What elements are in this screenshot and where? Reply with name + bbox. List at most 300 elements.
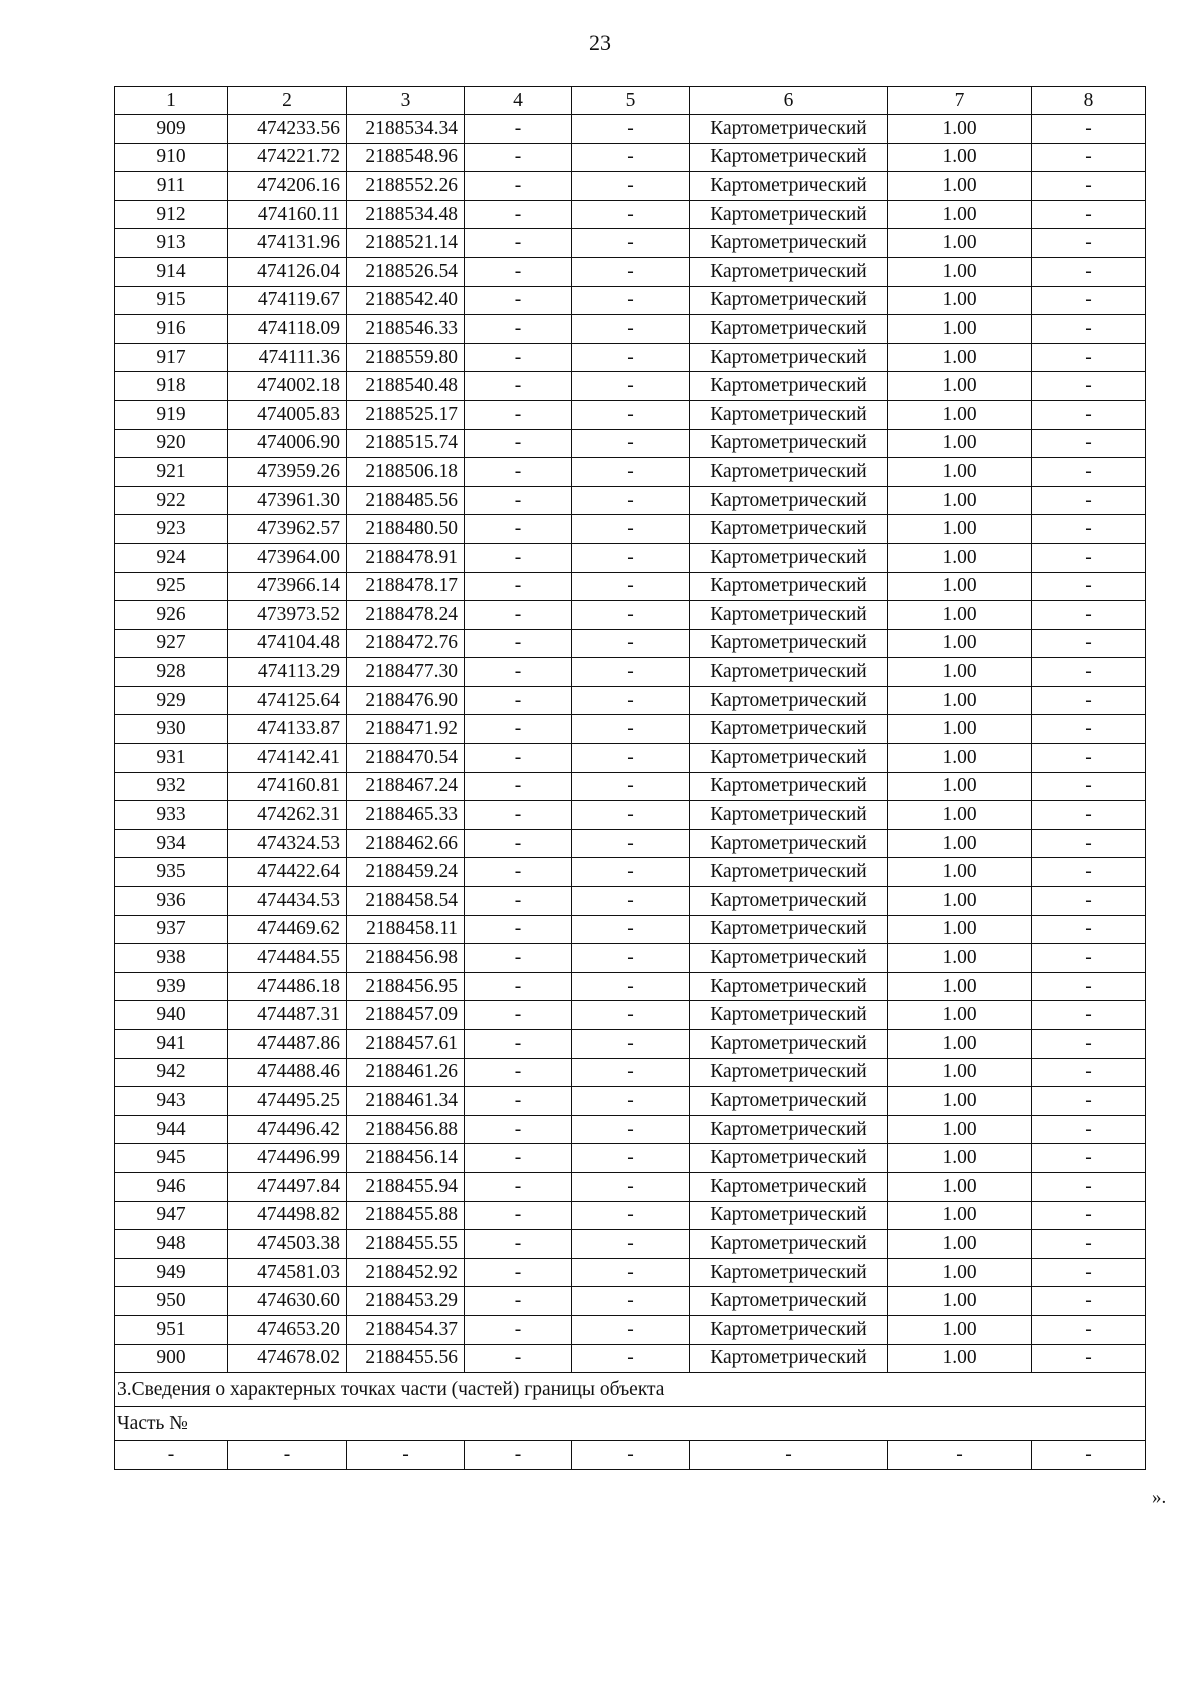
table-cell-col-2: 474496.42 <box>228 1115 347 1144</box>
table-cell-col-1: 948 <box>115 1230 228 1259</box>
table-cell-col-1: 946 <box>115 1172 228 1201</box>
table-cell-col-8: - <box>1032 257 1146 286</box>
table-cell-col-8: - <box>1032 629 1146 658</box>
table-cell-col-7: 1.00 <box>888 458 1032 487</box>
table-cell-col-3: 2188456.14 <box>347 1144 465 1173</box>
table-cell-col-5: - <box>572 429 690 458</box>
table-cell-col-4: - <box>465 1287 572 1316</box>
table-cell-col-8: - <box>1032 343 1146 372</box>
table-cell-col-8: - <box>1032 229 1146 258</box>
table-cell-col-4: - <box>465 1001 572 1030</box>
table-row <box>115 1058 1146 1087</box>
table-cell-col-5: - <box>572 1201 690 1230</box>
table-cell-col-2: 474002.18 <box>228 372 347 401</box>
table-cell-col-8: - <box>1032 1087 1146 1116</box>
table-cell-col-7: 1.00 <box>888 543 1032 572</box>
table-cell-col-2: 474484.55 <box>228 944 347 973</box>
table-cell-col-7: 1.00 <box>888 858 1032 887</box>
table-cell-col-7: 1.00 <box>888 772 1032 801</box>
table-cell-col-1: - <box>115 1441 228 1470</box>
table-row <box>115 1115 1146 1144</box>
table-cell-col-6: Картометрический <box>690 715 888 744</box>
table-cell-col-8: - <box>1032 829 1146 858</box>
table-cell-col-3: 2188478.24 <box>347 601 465 630</box>
table-row <box>115 972 1146 1001</box>
table-cell-col-1: 938 <box>115 944 228 973</box>
table-cell-col-2: 473964.00 <box>228 543 347 572</box>
table-cell-col-1: 913 <box>115 229 228 258</box>
table-cell-col-1: 915 <box>115 286 228 315</box>
table-cell-col-3: 3 <box>347 87 465 115</box>
table-cell-col-4: - <box>465 801 572 830</box>
table-row <box>115 400 1146 429</box>
part-label: Часть № <box>115 1407 1146 1441</box>
table-cell-col-2: 474487.31 <box>228 1001 347 1030</box>
table-cell-col-1: 910 <box>115 143 228 172</box>
table-cell-col-1: 941 <box>115 1030 228 1059</box>
table-cell-col-5: - <box>572 172 690 201</box>
table-cell-col-6: Картометрический <box>690 601 888 630</box>
table-cell-col-6: Картометрический <box>690 172 888 201</box>
table-cell-col-7: 1.00 <box>888 1230 1032 1259</box>
table-cell-col-1: 942 <box>115 1058 228 1087</box>
table-cell-col-5: - <box>572 829 690 858</box>
table-cell-col-6: Картометрический <box>690 429 888 458</box>
table-cell-col-7: 1.00 <box>888 400 1032 429</box>
table-cell-col-6: Картометрический <box>690 543 888 572</box>
table-cell-col-7: 1.00 <box>888 115 1032 144</box>
table-cell-col-3: 2188478.91 <box>347 543 465 572</box>
table-cell-col-6: Картометрический <box>690 143 888 172</box>
table-cell-col-6: Картометрический <box>690 315 888 344</box>
table-cell-col-1: 950 <box>115 1287 228 1316</box>
table-cell-col-8: - <box>1032 715 1146 744</box>
table-cell-col-8: - <box>1032 372 1146 401</box>
table-cell-col-5: - <box>572 1172 690 1201</box>
table-cell-col-6: 6 <box>690 87 888 115</box>
table-cell-col-4: - <box>465 915 572 944</box>
table-cell-col-4: - <box>465 429 572 458</box>
table-cell-col-5: - <box>572 1315 690 1344</box>
table-cell-col-6: Картометрический <box>690 1087 888 1116</box>
table-cell-col-3: 2188452.92 <box>347 1258 465 1287</box>
table-cell-col-4: - <box>465 343 572 372</box>
table-cell-col-6: Картометрический <box>690 1172 888 1201</box>
table-cell-col-7: 1.00 <box>888 1344 1032 1373</box>
table-cell-col-2: 474495.25 <box>228 1087 347 1116</box>
table-cell-col-1: 1 <box>115 87 228 115</box>
table-cell-col-5: - <box>572 343 690 372</box>
table-cell-col-7: 1.00 <box>888 1087 1032 1116</box>
table-cell-col-4: - <box>465 601 572 630</box>
table-cell-col-4: - <box>465 686 572 715</box>
table-cell-col-5: - <box>572 458 690 487</box>
table-cell-col-4: - <box>465 972 572 1001</box>
table-cell-col-5: - <box>572 658 690 687</box>
table-cell-col-4: - <box>465 858 572 887</box>
table-cell-col-7: 1.00 <box>888 629 1032 658</box>
table-cell-col-2: 474133.87 <box>228 715 347 744</box>
table-cell-col-5: - <box>572 1001 690 1030</box>
table-cell-col-7: 1.00 <box>888 915 1032 944</box>
table-cell-col-2: 474497.84 <box>228 1172 347 1201</box>
table-cell-col-1: 921 <box>115 458 228 487</box>
table-cell-col-4: - <box>465 1258 572 1287</box>
table-cell-col-7: - <box>888 1441 1032 1470</box>
table-cell-col-3: 2188472.76 <box>347 629 465 658</box>
table-cell-col-1: 937 <box>115 915 228 944</box>
table-row <box>115 1287 1146 1316</box>
table-row <box>115 1144 1146 1173</box>
table-cell-col-6: Картометрический <box>690 343 888 372</box>
table-cell-col-2: 474206.16 <box>228 172 347 201</box>
part-label-row <box>115 1407 1146 1441</box>
table-cell-col-7: 1.00 <box>888 200 1032 229</box>
table-cell-col-3: - <box>347 1441 465 1470</box>
table-cell-col-6: Картометрический <box>690 744 888 773</box>
table-cell-col-7: 1.00 <box>888 601 1032 630</box>
table-cell-col-2: 474005.83 <box>228 400 347 429</box>
table-cell-col-2: 474111.36 <box>228 343 347 372</box>
table-cell-col-7: 1.00 <box>888 1172 1032 1201</box>
table-cell-col-1: 944 <box>115 1115 228 1144</box>
table-row <box>115 1030 1146 1059</box>
table-cell-col-1: 922 <box>115 486 228 515</box>
table-row <box>115 372 1146 401</box>
table-cell-col-2: 2 <box>228 87 347 115</box>
table-cell-col-6: Картометрический <box>690 1201 888 1230</box>
table-cell-col-3: 2188455.55 <box>347 1230 465 1259</box>
table-cell-col-1: 929 <box>115 686 228 715</box>
table-cell-col-2: 473973.52 <box>228 601 347 630</box>
table-cell-col-8: - <box>1032 286 1146 315</box>
table-cell-col-5: - <box>572 858 690 887</box>
table-cell-col-2: 474487.86 <box>228 1030 347 1059</box>
table-cell-col-1: 945 <box>115 1144 228 1173</box>
table-cell-col-7: 1.00 <box>888 429 1032 458</box>
table-cell-col-2: 474104.48 <box>228 629 347 658</box>
table-cell-col-1: 920 <box>115 429 228 458</box>
table-cell-col-3: 2188506.18 <box>347 458 465 487</box>
table-cell-col-4: - <box>465 1315 572 1344</box>
table-cell-col-8: - <box>1032 915 1146 944</box>
table-cell-col-1: 934 <box>115 829 228 858</box>
table-cell-col-6: Картометрический <box>690 658 888 687</box>
table-cell-col-4: - <box>465 1441 572 1470</box>
table-cell-col-7: 1.00 <box>888 744 1032 773</box>
table-cell-col-4: - <box>465 1058 572 1087</box>
table-cell-col-8: - <box>1032 1001 1146 1030</box>
table-cell-col-3: 2188455.88 <box>347 1201 465 1230</box>
table-row <box>115 286 1146 315</box>
table-cell-col-4: - <box>465 515 572 544</box>
table-cell-col-3: 2188476.90 <box>347 686 465 715</box>
table-cell-col-4: - <box>465 257 572 286</box>
table-cell-col-7: 1.00 <box>888 572 1032 601</box>
table-cell-col-8: - <box>1032 686 1146 715</box>
table-cell-col-1: 931 <box>115 744 228 773</box>
table-cell-col-3: 2188457.09 <box>347 1001 465 1030</box>
table-cell-col-2: 474113.29 <box>228 658 347 687</box>
table-cell-col-2: 474469.62 <box>228 915 347 944</box>
table-cell-col-8: - <box>1032 543 1146 572</box>
table-cell-col-5: - <box>572 744 690 773</box>
table-cell-col-2: 474233.56 <box>228 115 347 144</box>
table-row <box>115 858 1146 887</box>
table-cell-col-8: - <box>1032 1315 1146 1344</box>
table-row <box>115 944 1146 973</box>
table-cell-col-6: Картометрический <box>690 1058 888 1087</box>
table-cell-col-2: 474488.46 <box>228 1058 347 1087</box>
table-cell-col-2: 473966.14 <box>228 572 347 601</box>
table-cell-col-5: - <box>572 572 690 601</box>
table-cell-col-6: Картометрический <box>690 515 888 544</box>
table-cell-col-7: 1.00 <box>888 1030 1032 1059</box>
table-cell-col-6: Картометрический <box>690 372 888 401</box>
table-cell-col-4: - <box>465 1087 572 1116</box>
table-cell-col-4: - <box>465 1115 572 1144</box>
table-row <box>115 772 1146 801</box>
table-row <box>115 515 1146 544</box>
table-cell-col-8: - <box>1032 400 1146 429</box>
table-cell-col-5: - <box>572 1115 690 1144</box>
table-cell-col-6: Картометрический <box>690 686 888 715</box>
table-cell-col-2: 474221.72 <box>228 143 347 172</box>
table-cell-col-6: Картометрический <box>690 1287 888 1316</box>
table-cell-col-4: - <box>465 658 572 687</box>
table-cell-col-5: - <box>572 143 690 172</box>
table-cell-col-8: - <box>1032 429 1146 458</box>
table-cell-col-8: - <box>1032 1441 1146 1470</box>
table-cell-col-4: - <box>465 1030 572 1059</box>
table-cell-col-7: 1.00 <box>888 257 1032 286</box>
table-cell-col-6: Картометрический <box>690 400 888 429</box>
table-cell-col-3: 2188453.29 <box>347 1287 465 1316</box>
table-cell-col-4: - <box>465 486 572 515</box>
table-row <box>115 801 1146 830</box>
table-cell-col-4: - <box>465 772 572 801</box>
table-cell-col-7: 1.00 <box>888 715 1032 744</box>
table-row <box>115 1344 1146 1373</box>
table-cell-col-7: 1.00 <box>888 1058 1032 1087</box>
table-cell-col-1: 909 <box>115 115 228 144</box>
table-cell-col-5: - <box>572 972 690 1001</box>
table-cell-col-2: 474160.81 <box>228 772 347 801</box>
table-cell-col-5: - <box>572 801 690 830</box>
table-cell-col-3: 2188485.56 <box>347 486 465 515</box>
table-cell-col-4: - <box>465 115 572 144</box>
table-cell-col-7: 1.00 <box>888 972 1032 1001</box>
table-cell-col-1: 917 <box>115 343 228 372</box>
table-cell-col-3: 2188465.33 <box>347 801 465 830</box>
table-cell-col-1: 924 <box>115 543 228 572</box>
table-row <box>115 887 1146 916</box>
table-cell-col-8: - <box>1032 1030 1146 1059</box>
table-cell-col-6: Картометрический <box>690 1315 888 1344</box>
table-cell-col-8: - <box>1032 115 1146 144</box>
table-cell-col-5: - <box>572 286 690 315</box>
table-cell-col-5: - <box>572 1030 690 1059</box>
table-cell-col-5: - <box>572 515 690 544</box>
table-cell-col-7: 1.00 <box>888 1287 1032 1316</box>
table-cell-col-2: 474486.18 <box>228 972 347 1001</box>
table-cell-col-4: 4 <box>465 87 572 115</box>
table-cell-col-8: - <box>1032 515 1146 544</box>
table-cell-col-1: 918 <box>115 372 228 401</box>
table-row <box>115 1001 1146 1030</box>
table-cell-col-5: - <box>572 915 690 944</box>
table-cell-col-5: 5 <box>572 87 690 115</box>
section-title: 3.Сведения о характерных точках части (частей) границы объекта <box>115 1373 1146 1407</box>
table-row <box>115 829 1146 858</box>
table-row <box>115 257 1146 286</box>
table-cell-col-4: - <box>465 629 572 658</box>
table-cell-col-5: - <box>572 200 690 229</box>
table-cell-col-6: Картометрический <box>690 200 888 229</box>
table-cell-col-3: 2188552.26 <box>347 172 465 201</box>
table-header-row <box>115 87 1146 115</box>
table-row <box>115 658 1146 687</box>
table-cell-col-6: Картометрический <box>690 944 888 973</box>
table-cell-col-7: 1.00 <box>888 1315 1032 1344</box>
table-cell-col-3: 2188461.26 <box>347 1058 465 1087</box>
table-row <box>115 915 1146 944</box>
table-cell-col-5: - <box>572 1058 690 1087</box>
table-cell-col-2: 473961.30 <box>228 486 347 515</box>
table-cell-col-8: - <box>1032 801 1146 830</box>
table-cell-col-7: 1.00 <box>888 1201 1032 1230</box>
table-row <box>115 1087 1146 1116</box>
table-cell-col-2: 474434.53 <box>228 887 347 916</box>
table-cell-col-2: 474118.09 <box>228 315 347 344</box>
table-cell-col-5: - <box>572 1441 690 1470</box>
table-cell-col-2: 474006.90 <box>228 429 347 458</box>
table-cell-col-3: 2188525.17 <box>347 400 465 429</box>
table-cell-col-3: 2188515.74 <box>347 429 465 458</box>
table-cell-col-4: - <box>465 143 572 172</box>
table-cell-col-1: 926 <box>115 601 228 630</box>
page-number: 23 <box>589 30 611 55</box>
table-cell-col-5: - <box>572 1087 690 1116</box>
table-cell-col-1: 951 <box>115 1315 228 1344</box>
table-row <box>115 715 1146 744</box>
table-row <box>115 572 1146 601</box>
table-cell-col-7: 1.00 <box>888 372 1032 401</box>
table-row <box>115 543 1146 572</box>
table-cell-col-4: - <box>465 572 572 601</box>
table-cell-col-2: 473962.57 <box>228 515 347 544</box>
table-cell-col-4: - <box>465 400 572 429</box>
table-cell-col-5: - <box>572 887 690 916</box>
table-cell-col-8: - <box>1032 772 1146 801</box>
table-cell-col-3: 2188467.24 <box>347 772 465 801</box>
table-cell-col-3: 2188534.34 <box>347 115 465 144</box>
table-row <box>115 486 1146 515</box>
table-cell-col-6: Картометрический <box>690 257 888 286</box>
table-cell-col-4: - <box>465 543 572 572</box>
table-cell-col-6: Картометрический <box>690 972 888 1001</box>
table-cell-col-4: - <box>465 744 572 773</box>
table-cell-col-1: 935 <box>115 858 228 887</box>
closing-mark: ». <box>1152 1487 1167 1508</box>
table-cell-col-1: 943 <box>115 1087 228 1116</box>
table-cell-col-6: Картометрический <box>690 1344 888 1373</box>
table-cell-col-4: - <box>465 1172 572 1201</box>
table-cell-col-3: 2188457.61 <box>347 1030 465 1059</box>
table-cell-col-7: 1.00 <box>888 829 1032 858</box>
table-cell-col-6: Картометрический <box>690 829 888 858</box>
table-cell-col-3: 2188534.48 <box>347 200 465 229</box>
table-cell-col-6: Картометрический <box>690 1144 888 1173</box>
table-cell-col-8: - <box>1032 944 1146 973</box>
table-cell-col-2: 474119.67 <box>228 286 347 315</box>
table-cell-col-1: 914 <box>115 257 228 286</box>
table-cell-col-4: - <box>465 172 572 201</box>
table-cell-col-4: - <box>465 944 572 973</box>
table-cell-col-6: Картометрический <box>690 572 888 601</box>
table-cell-col-7: 1.00 <box>888 944 1032 973</box>
table-cell-col-3: 2188542.40 <box>347 286 465 315</box>
table-cell-col-3: 2188458.54 <box>347 887 465 916</box>
table-cell-col-2: 474496.99 <box>228 1144 347 1173</box>
table-cell-col-8: - <box>1032 658 1146 687</box>
table-cell-col-2: 474324.53 <box>228 829 347 858</box>
table-cell-col-8: - <box>1032 1258 1146 1287</box>
table-cell-col-3: 2188480.50 <box>347 515 465 544</box>
table-row <box>115 744 1146 773</box>
table-row <box>115 629 1146 658</box>
table-row <box>115 601 1146 630</box>
table-cell-col-4: - <box>465 1230 572 1259</box>
table-row <box>115 172 1146 201</box>
table-cell-col-3: 2188455.56 <box>347 1344 465 1373</box>
table-cell-col-4: - <box>465 315 572 344</box>
table-cell-col-5: - <box>572 601 690 630</box>
table-cell-col-8: - <box>1032 858 1146 887</box>
table-row <box>115 686 1146 715</box>
table-row <box>115 1172 1146 1201</box>
table-cell-col-8: - <box>1032 172 1146 201</box>
table-cell-col-6: Картометрический <box>690 286 888 315</box>
table-cell-col-2: 474262.31 <box>228 801 347 830</box>
table-cell-col-7: 1.00 <box>888 1258 1032 1287</box>
table-cell-col-8: - <box>1032 486 1146 515</box>
table-cell-col-8: - <box>1032 972 1146 1001</box>
table-cell-col-4: - <box>465 1201 572 1230</box>
table-cell-col-1: 916 <box>115 315 228 344</box>
table-cell-col-1: 927 <box>115 629 228 658</box>
table-cell-col-2: 474630.60 <box>228 1287 347 1316</box>
table-cell-col-1: 923 <box>115 515 228 544</box>
table-cell-col-1: 928 <box>115 658 228 687</box>
table-cell-col-4: - <box>465 887 572 916</box>
table-cell-col-4: - <box>465 229 572 258</box>
table-cell-col-6: Картометрический <box>690 1230 888 1259</box>
table-cell-col-5: - <box>572 944 690 973</box>
table-cell-col-8: - <box>1032 458 1146 487</box>
table-cell-col-8: 8 <box>1032 87 1146 115</box>
table-cell-col-6: Картометрический <box>690 1001 888 1030</box>
table-cell-col-2: 474653.20 <box>228 1315 347 1344</box>
table-cell-col-1: 912 <box>115 200 228 229</box>
table-row <box>115 315 1146 344</box>
table-row <box>115 1258 1146 1287</box>
table-cell-col-3: 2188459.24 <box>347 858 465 887</box>
table-cell-col-5: - <box>572 1344 690 1373</box>
table-cell-col-8: - <box>1032 1344 1146 1373</box>
table-cell-col-5: - <box>572 686 690 715</box>
table-cell-col-1: 911 <box>115 172 228 201</box>
